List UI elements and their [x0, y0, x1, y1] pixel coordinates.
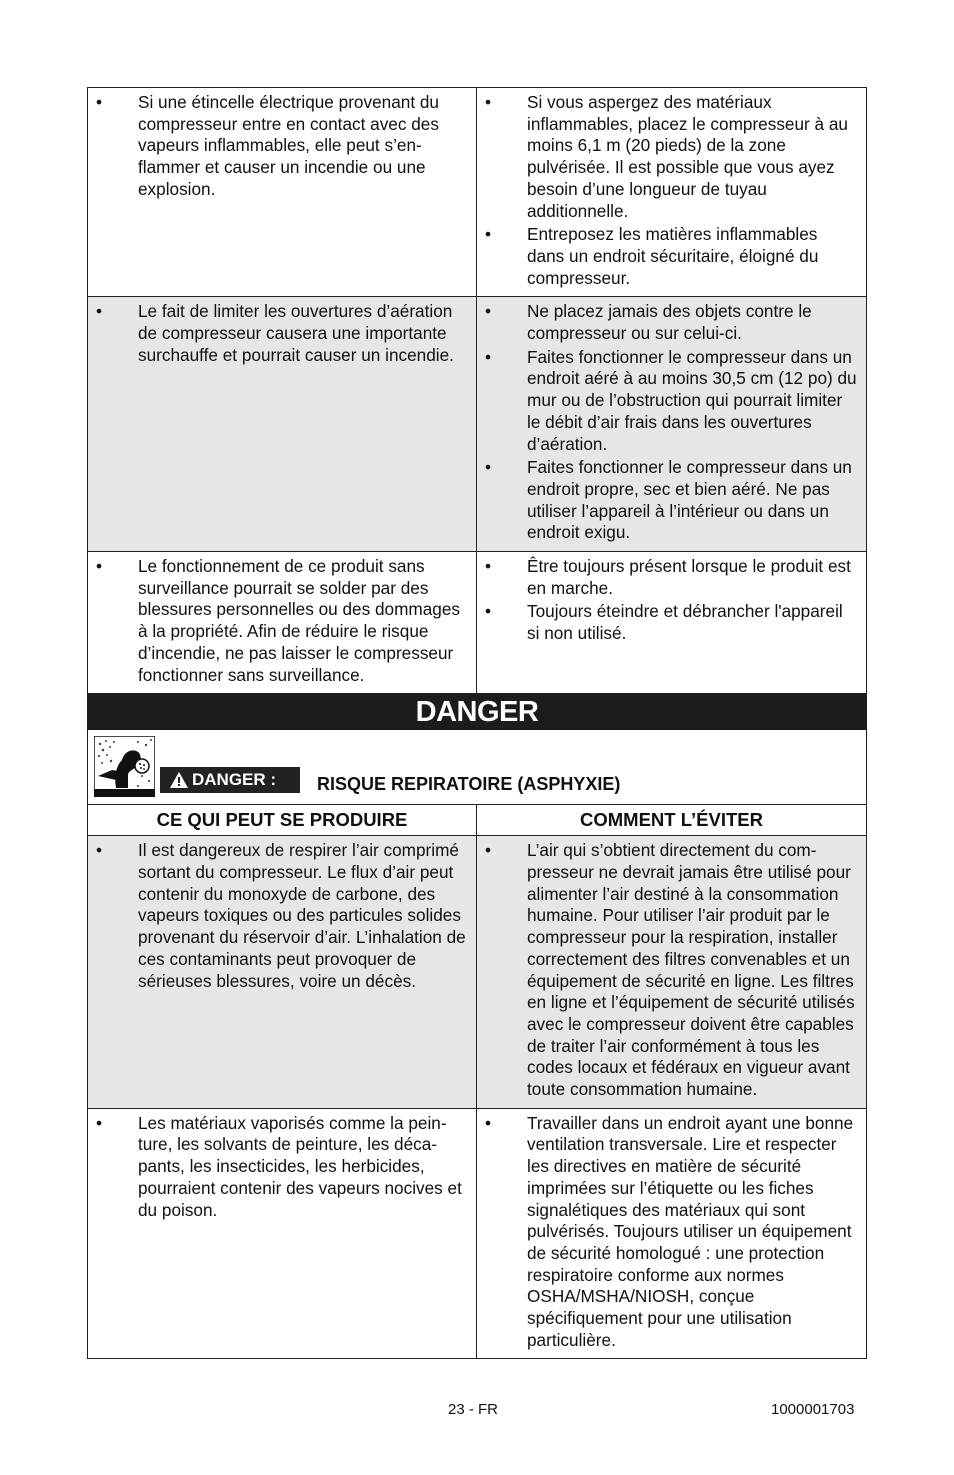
table-row — [87, 87, 867, 297]
prevention-cell — [477, 297, 866, 551]
hazard-cell — [88, 552, 477, 693]
prevention-cell — [477, 88, 866, 296]
list-item: • Ne placez jamais des objets contre le compresseur ou sur celui-ci. — [485, 301, 812, 344]
table-row — [87, 297, 867, 552]
list-item: • L’air qui s’obtient directement du compresseur ne devrait jamais être utilisé pour alimenter l’air destiné à la consommation humaine. Pour utiliser l’air produit par le compresseur pour la respiration, installer correctement des filtres convenables et un équipement de sécurité en ligne. Les filtres en ligne et l’équipement de sécurité utilisés avec le compresseur doivent être capables de traiter l’air conformément à tous les codes locaux et fédéraux en vigueur avant toute consommation humaine. — [485, 840, 855, 1100]
list-item: • Entreposez les matières inflammables dans un endroit sécuritaire, éloigné du compresseur. — [485, 224, 819, 288]
list-item: • Il est dangereux de respirer l’air comprimé sortant du compresseur. Le flux d’air peut contenir du monoxyde de carbone, des vapeurs toxiques ou des particules solides provenant du réservoir d’air. L’inhalation de ces contaminants peut provoquer de sérieuses blessures, voire un décès. — [96, 840, 466, 991]
prevention-cell — [477, 1109, 866, 1359]
prevention-cell — [477, 836, 866, 1107]
list-item: • Toujours éteindre et débrancher l'appareil si non utilisé. — [485, 601, 843, 644]
hazard-title: RISQUE REPIRATOIRE (ASPHYXIE) — [317, 774, 621, 795]
list-item: • Le fait de limiter les ouvertures d’aération de compresseur causera une importante surchauffe et pourrait causer un incendie. — [96, 301, 454, 365]
table-row — [87, 552, 867, 694]
list-item: • Être toujours présent lorsque le produit est en marche. — [485, 556, 851, 598]
danger-banner: DANGER — [87, 694, 867, 730]
list-item: • Faites fonctionner le compresseur dans un endroit propre, sec et bien aéré. Ne pas utiliser l’appareil à l’intérieur ou dans un endroit exigu. — [485, 457, 852, 543]
list-item: • Le fonctionnement de ce produit sans surveillance pourrait se solder par des blessures personnelles ou des dommages à la propriété. Afin de réduire le risque d’incendie, ne pas laisser le compresseur fonctionner sans surveillance. — [96, 556, 460, 685]
table-row — [87, 1109, 867, 1360]
list-item: • Faites fonctionner le compresseur dans un endroit aéré à au moins 30,5 cm (12 po) du mur ou de l’obstruction qui pourrait limiter le débit d’air frais dans les ouvertures d’aération. — [485, 346, 857, 454]
column-header-right: COMMENT L’ÉVITER — [580, 809, 763, 831]
hazard-cell — [88, 297, 477, 551]
prevention-cell — [477, 552, 866, 693]
column-headers — [87, 804, 867, 836]
warning-triangle-icon — [170, 772, 188, 788]
table-row — [87, 836, 867, 1108]
list-item: • Travailler dans un endroit ayant une bonne ventilation transversale. Lire et respecter les directives en matière de sécurité imprimées sur l’étiquette ou les fiches signalétiques des matériaux qui sont pulvérisés. Toujours utiliser un équipement de sécurité homologué : une protection respiratoire conforme aux normes OSHA/MSHA/NIOSH, conçue spécifiquement pour une utilisation particulière. — [485, 1112, 854, 1350]
hazard-cell — [88, 1109, 477, 1359]
hazard-header — [87, 730, 867, 804]
page-number: 23 - FR — [448, 1401, 499, 1418]
list-item: • Si vous aspergez des matériaux inflammables, placez le compresseur à au moins 6,1 m (20 pieds) de la zone pulvérisée. Il est possible que vous ayez besoin d’une longueur de tuyau additionnelle. — [485, 92, 848, 221]
list-item: • Les matériaux vaporisés comme la peinture, les solvants de peinture, les décapants, les insecticides, les herbicides, pourraient contenir des vapeurs nocives et du poison. — [96, 1112, 462, 1220]
list-item: • Si une étincelle électrique provenant du compresseur entre en contact avec des vapeurs inflammables, elle peut s’enflammer et causer un incendie ou une explosion. — [96, 92, 439, 199]
hazard-cell — [88, 88, 477, 296]
danger-label: DANGER : — [160, 767, 300, 793]
safety-table — [87, 87, 867, 1359]
hazard-cell — [88, 836, 477, 1107]
document-number: 1000001703 — [771, 1401, 855, 1418]
column-header-left: CE QUI PEUT SE PRODUIRE — [88, 805, 477, 835]
respiratory-hazard-icon — [94, 736, 155, 797]
